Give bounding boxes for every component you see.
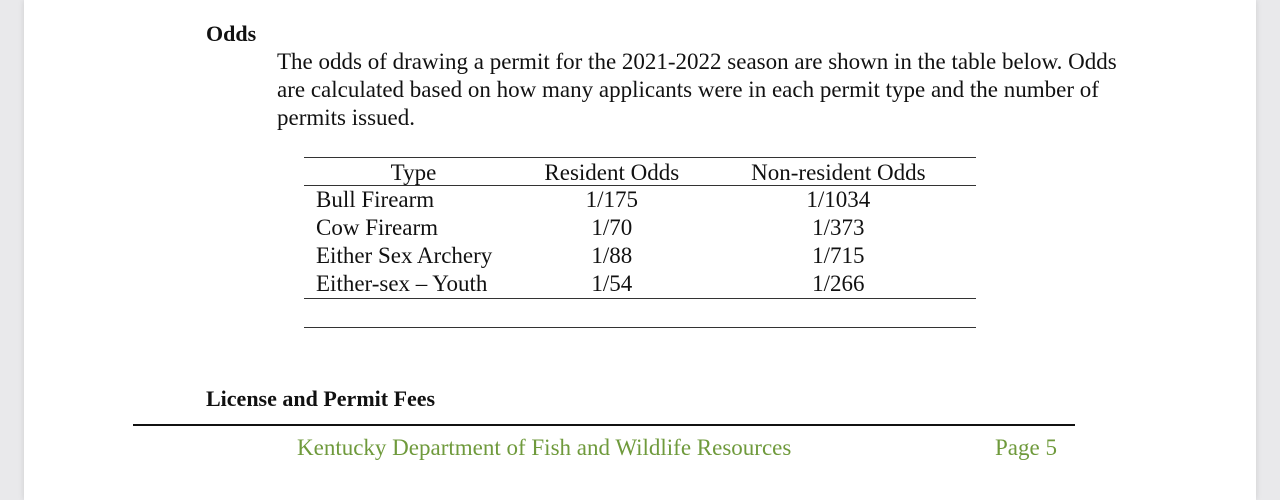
cell-type: Either Sex Archery bbox=[316, 243, 493, 268]
table-row bbox=[304, 186, 976, 215]
cell-nonresident-odds: 1/373 bbox=[812, 215, 865, 240]
table-header-row bbox=[304, 158, 976, 186]
footer-divider bbox=[133, 424, 1075, 426]
cell-resident-odds: 1/175 bbox=[585, 187, 638, 212]
header-nonresident-odds: Non-resident Odds bbox=[701, 158, 976, 186]
cell-nonresident-odds: 1/715 bbox=[812, 243, 865, 268]
table-row bbox=[304, 270, 976, 299]
document-page bbox=[24, 0, 1256, 500]
odds-table bbox=[304, 157, 976, 299]
cell-type: Cow Firearm bbox=[316, 215, 439, 240]
table-row bbox=[304, 214, 976, 242]
header-resident-odds: Resident Odds bbox=[523, 158, 701, 186]
cell-nonresident-odds: 1/1034 bbox=[806, 187, 871, 212]
cell-resident-odds: 1/54 bbox=[591, 271, 633, 296]
footer-page-number: Page 5 bbox=[995, 435, 1057, 460]
footer-organization: Kentucky Department of Fish and Wildlife Resources bbox=[297, 435, 792, 460]
cell-type: Bull Firearm bbox=[316, 187, 435, 212]
odds-heading: Odds bbox=[206, 21, 257, 46]
cell-nonresident-odds: 1/266 bbox=[812, 271, 865, 296]
table-bottom-divider bbox=[304, 327, 976, 328]
table-row bbox=[304, 242, 976, 270]
header-type: Type bbox=[304, 158, 523, 186]
cell-resident-odds: 1/70 bbox=[591, 215, 633, 240]
odds-paragraph: The odds of drawing a permit for the 2021-2022 season are shown in the table below. Odds are calculated based on how many applicants were in each permit type and the number of permits issued. bbox=[277, 49, 1117, 130]
cell-type: Either-sex – Youth bbox=[316, 271, 488, 296]
cell-resident-odds: 1/88 bbox=[591, 243, 633, 268]
fees-heading: License and Permit Fees bbox=[206, 386, 436, 411]
